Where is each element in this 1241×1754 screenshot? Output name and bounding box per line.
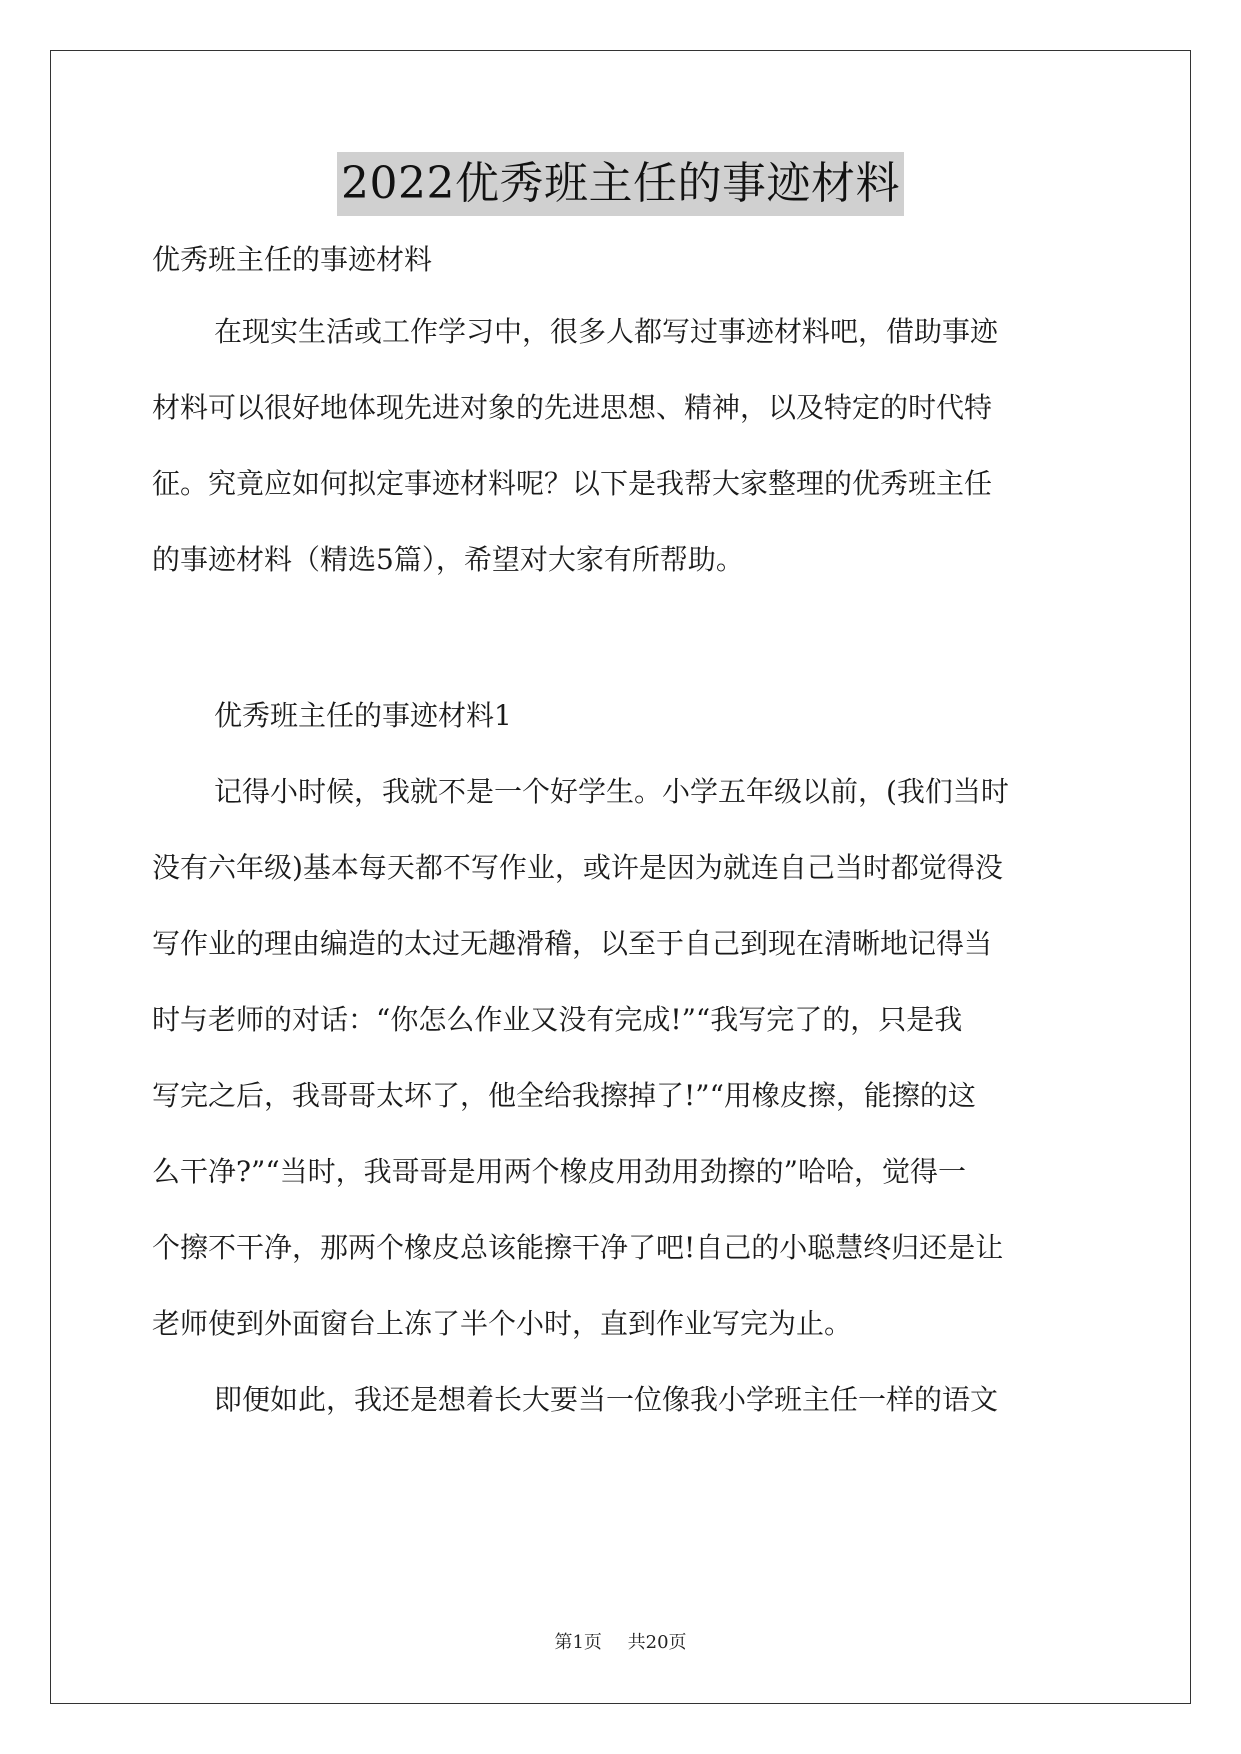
paragraph-line: 在现实生活或工作学习中，很多人都写过事迹材料吧，借助事迹 xyxy=(214,315,999,348)
paragraph-line: 写完之后，我哥哥太坏了，他全给我擦掉了!”“用橡皮擦，能擦的这 xyxy=(152,1079,976,1112)
paragraph-line: 么干净?”“当时，我哥哥是用两个橡皮用劲用劲擦的”哈哈，觉得一 xyxy=(152,1155,966,1188)
paragraph-line: 没有六年级)基本每天都不写作业，或许是因为就连自己当时都觉得没 xyxy=(152,851,1003,884)
title-container xyxy=(0,152,1241,216)
paragraph-line: 即便如此，我还是想着长大要当一位像我小学班主任一样的语文 xyxy=(214,1383,999,1416)
paragraph-line: 的事迹材料（精选5篇），希望对大家有所帮助。 xyxy=(152,543,744,576)
paragraph-line: 个擦不干净，那两个橡皮总该能擦干净了吧!自己的小聪慧终归还是让 xyxy=(152,1231,1004,1264)
section-heading: 优秀班主任的事迹材料1 xyxy=(214,699,512,732)
page-footer xyxy=(0,1630,1241,1656)
document-title: 2022优秀班主任的事迹材料 xyxy=(337,152,904,216)
page-number: 第1页 xyxy=(554,1632,602,1653)
page-total: 共20页 xyxy=(627,1632,687,1653)
paragraph-line: 材料可以很好地体现先进对象的先进思想、精神，以及特定的时代特 xyxy=(152,391,993,424)
paragraph-line: 老师使到外面窗台上冻了半个小时，直到作业写完为止。 xyxy=(152,1307,853,1340)
subtitle-line: 优秀班主任的事迹材料 xyxy=(152,243,433,276)
paragraph-line: 征。究竟应如何拟定事迹材料呢？以下是我帮大家整理的优秀班主任 xyxy=(152,467,993,500)
paragraph-line: 记得小时候，我就不是一个好学生。小学五年级以前，(我们当时 xyxy=(214,775,1009,808)
paragraph-line: 写作业的理由编造的太过无趣滑稽，以至于自己到现在清晰地记得当 xyxy=(152,927,993,960)
paragraph-line: 时与老师的对话：“你怎么作业又没有完成!”“我写完了的，只是我 xyxy=(152,1003,963,1036)
